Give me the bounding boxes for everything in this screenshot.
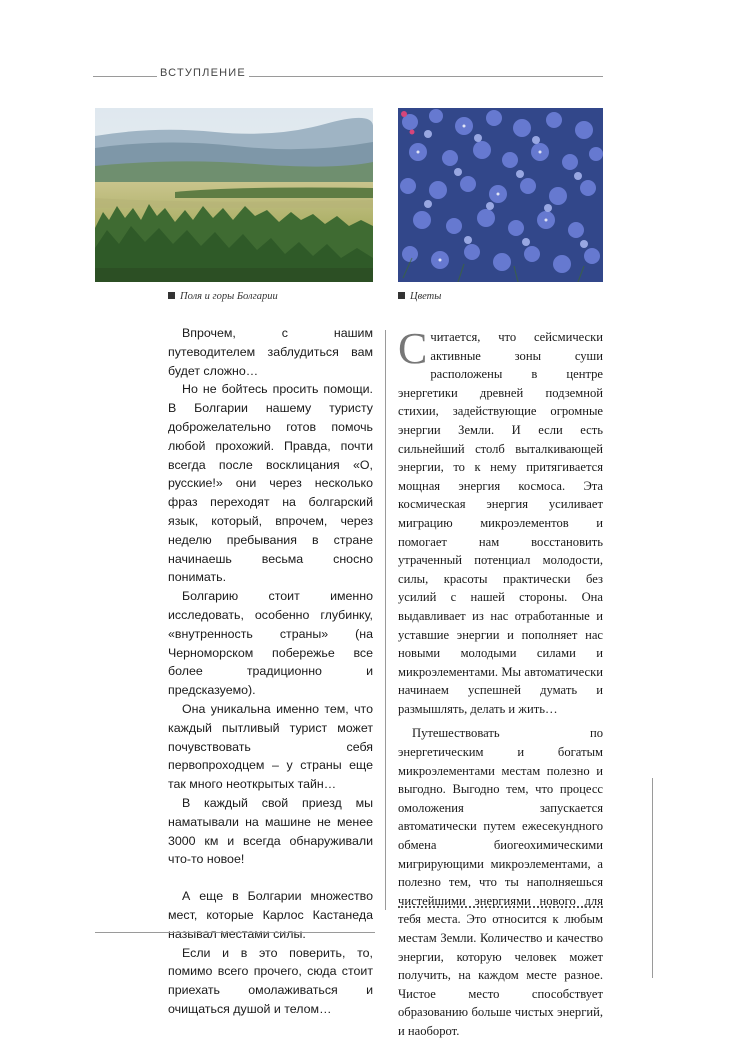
footer-rule	[95, 932, 375, 933]
blue-flowers-photo	[398, 108, 603, 282]
section-title: ВСТУПЛЕНИЕ	[157, 67, 249, 79]
paragraph: Считается, что сейсмически активные зоны суши расположены в центре энергетики древней подземной стихии, задействующие огромные энергии Земли. И если есть сильнейший столб выталкивающей энергии, то к нему притягивается мощная энергия космоса. Эта космическая энергия усиливает миграцию микроэлементов и помогает нам восстановить утраченный потенциал молодости, силы, красоты практически без усилий с нашей стороны. Она выдавливает из нас отработанные и уставшие энергии и пополняет нас новыми молодыми силами и микроэлементами. Мы автоматически начинаем успешней думать и размышлять, делать и жить…	[398, 324, 603, 716]
paragraph: А еще в Болгарии множество мест, которые Карлос Кастанеда называл местами силы.	[168, 889, 373, 941]
paragraph: Болгарию стоит именно исследовать, особенно глубинку, «внутренность страны» (на Черноморском побережье все более традиционно и предсказуемо).	[168, 589, 373, 698]
square-bullet-icon	[398, 292, 405, 299]
square-bullet-icon	[168, 292, 175, 299]
fields-and-mountains-photo	[95, 108, 373, 282]
drop-cap: С	[398, 324, 428, 373]
paragraph: Если и в это поверить, то, помимо всего прочего, сюда стоит приехать омолаживаться и очищаться душой и телом…	[168, 945, 373, 1016]
paragraph: Впрочем, с нашим путеводителем заблудиться вам будет сложно…	[168, 326, 373, 378]
paragraph: Она уникальна именно тем, что каждый пытливый турист может почувствовать себя первопроходцем – у страны еще так много неоткрытых тайн…	[168, 701, 373, 792]
paragraph: Но не бойтесь просить помощи. В Болгарии нашему туристу доброжелательно готов помочь любой прохожий. Правда, почти всегда после восклицания «О, русские!» они через несколько фраз переходят на болгарский язык, который, впрочем, через неделю пребывания в стране начинаешь весьма сносно понимать.	[168, 382, 373, 585]
column-divider	[385, 330, 386, 910]
margin-rule	[652, 778, 653, 978]
left-text-column	[168, 324, 373, 1019]
photo-caption: Поля и горы Болгарии	[168, 291, 278, 302]
photo-caption: Цветы	[398, 291, 441, 302]
paragraph: В каждый свой приезд мы наматывали на машине не менее 3000 км и всегда обнаруживали что-то новое!	[168, 795, 373, 867]
paragraph: Путешествовать по энергетическим и богатым микроэлементами местам полезно и выгодно. Выгодно тем, что процесс омоложения запускается автоматически путем ежесекундного обмена биогеохимическими мигрирующими микроэлементами, а полезно тем, что ты наполняешься чистейшими энергиями нового для тебя места. Это относится к любым местам Земли. Количество и качество энергии, которую человек может получить, на каждом месте разное. Чистое место способствует образованию больше чистых энергий, и наоборот.	[398, 726, 603, 1038]
right-text-column	[398, 324, 603, 1041]
dotted-separator	[398, 906, 603, 908]
